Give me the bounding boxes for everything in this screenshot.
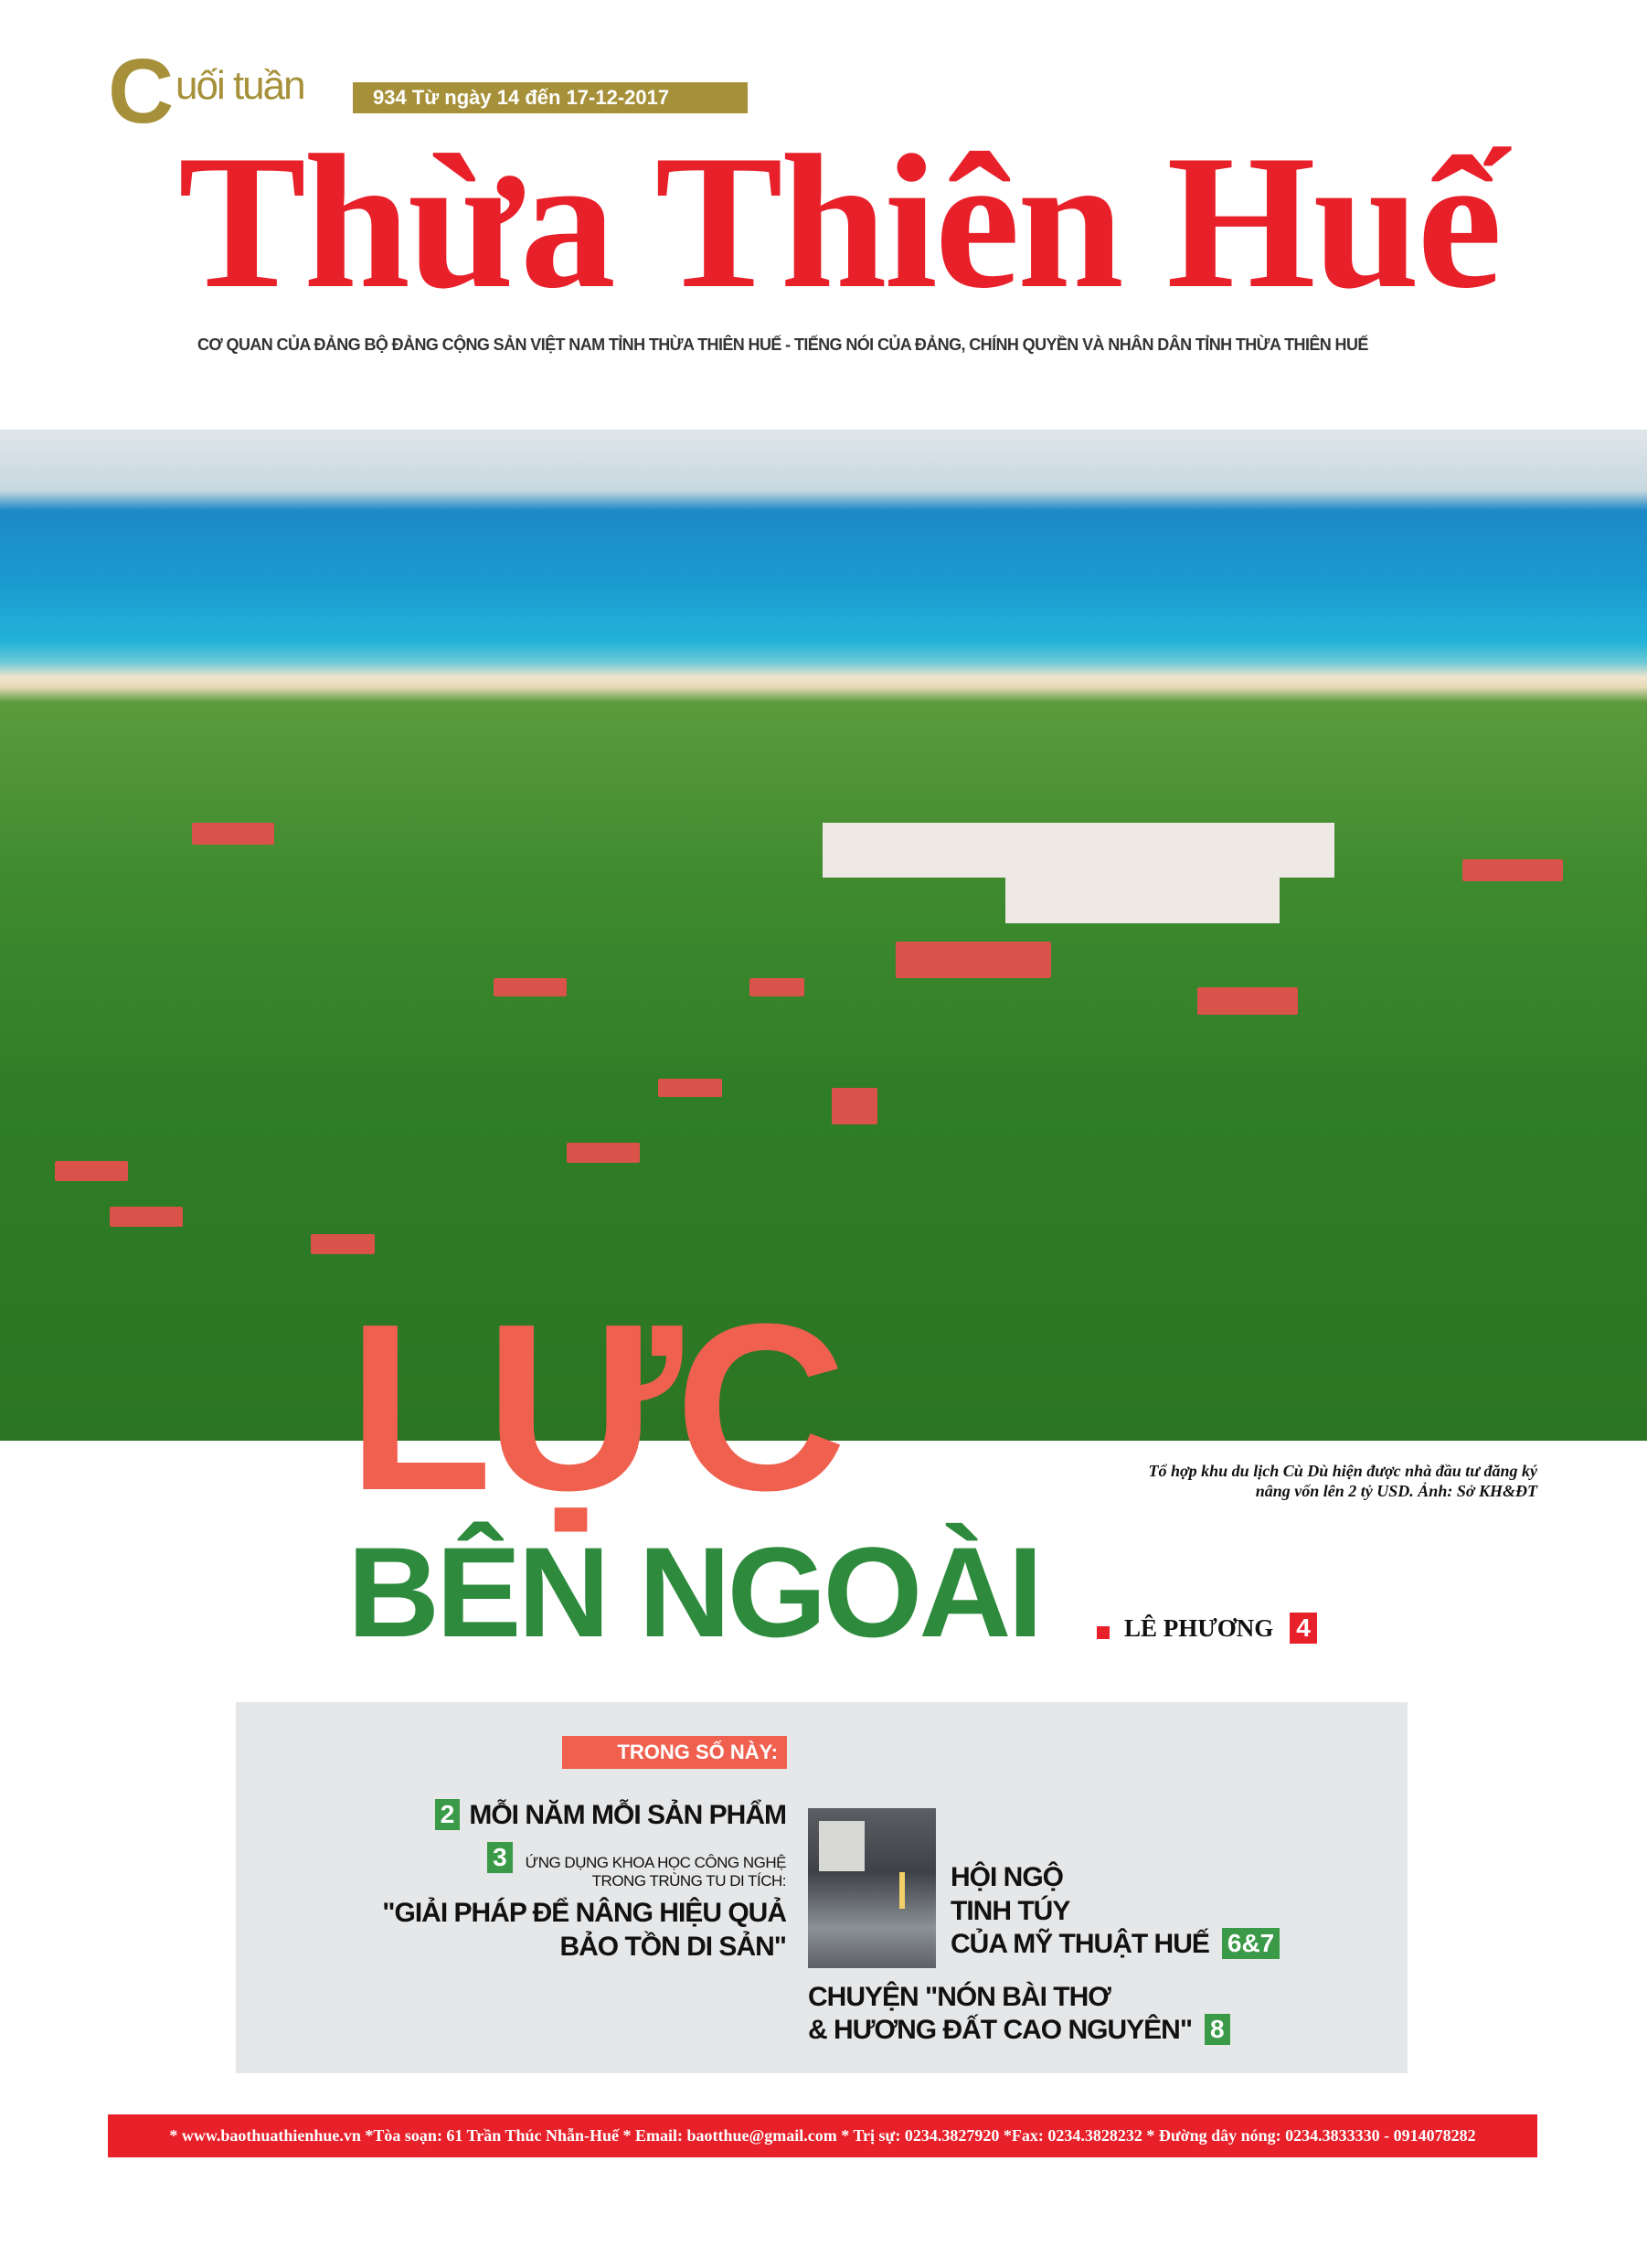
toc-title: & HƯƠNG ĐẤT CAO NGUYÊN" <box>808 2014 1193 2045</box>
page-number: 4 <box>1290 1613 1317 1644</box>
toc-title: HỘI NGỘ <box>951 1862 1064 1892</box>
issue-date: 934 Từ ngày 14 đến 17-12-2017 <box>353 82 748 113</box>
page-number: 6&7 <box>1222 1928 1280 1959</box>
page-number: 3 <box>487 1842 513 1873</box>
photo-caption <box>1051 1461 1537 1501</box>
toc-kicker: ỨNG DỤNG KHOA HỌC CÔNG NGHỆ <box>525 1854 786 1871</box>
headline-luc: LỰC <box>347 1275 840 1540</box>
byline <box>1097 1613 1317 1644</box>
toc-item[interactable] <box>256 1842 786 1962</box>
newspaper-title: Thừa Thiên Huế <box>178 116 1500 328</box>
toc-item[interactable] <box>808 1982 1230 2045</box>
toc-item[interactable] <box>256 1799 786 1830</box>
toc-title: BẢO TỒN DI SẢN" <box>559 1931 786 1962</box>
page-number: 2 <box>435 1799 461 1830</box>
toc-title: MỖI NĂM MỖI SẢN PHẨM <box>469 1799 786 1830</box>
bullet-square-icon <box>1097 1626 1110 1639</box>
toc-title: "GIẢI PHÁP ĐỂ NÂNG HIỆU QUẢ <box>382 1897 786 1928</box>
author: LÊ PHƯƠNG <box>1124 1613 1274 1642</box>
tagline: CƠ QUAN CỦA ĐẢNG BỘ ĐẢNG CỘNG SẢN VIỆT NAM TỈNH THỪA THIÊN HUẾ - TIẾNG NÓI CỦA ĐẢNG, CHÍNH QUYỀN VÀ NHÂN DÂN TỈNH THỪA THIÊN HUẾ <box>197 335 1368 354</box>
caption-line: Tổ hợp khu du lịch Cù Dù hiện được nhà đầu tư đăng ký <box>1148 1462 1537 1480</box>
toc-title: TINH TÚY <box>951 1896 1070 1926</box>
toc-painting-image <box>808 1808 936 1968</box>
toc-title: CHUYỆN "NÓN BÀI THƠ <box>808 1982 1110 2012</box>
toc-title: CỦA MỸ THUẬT HUẾ <box>951 1928 1209 1959</box>
logo-c: C <box>108 40 175 143</box>
headline-ben-ngoai: BÊN NGOÀI <box>347 1520 1040 1664</box>
logo-cuoi-tuan: uối tuần <box>175 63 304 108</box>
footer-contact-bar: * www.baothuathienhue.vn *Tòa soạn: 61 Trần Thúc Nhẫn-Huế * Email: baotthue@gmail.com * Trị sự: 0234.3827920 *Fax: 0234.3828232 * Đường dây nóng: 0234.3833330 - 0914078282 <box>108 2114 1537 2157</box>
toc-item[interactable] <box>951 1862 1280 1959</box>
caption-line: nâng vốn lên 2 tỷ USD. Ảnh: Sở KH&ĐT <box>1255 1482 1537 1500</box>
page-number: 8 <box>1205 2014 1230 2045</box>
toc-label: TRONG SỐ NÀY: <box>562 1736 787 1769</box>
toc-kicker: TRONG TRÙNG TU DI TÍCH: <box>591 1872 786 1890</box>
